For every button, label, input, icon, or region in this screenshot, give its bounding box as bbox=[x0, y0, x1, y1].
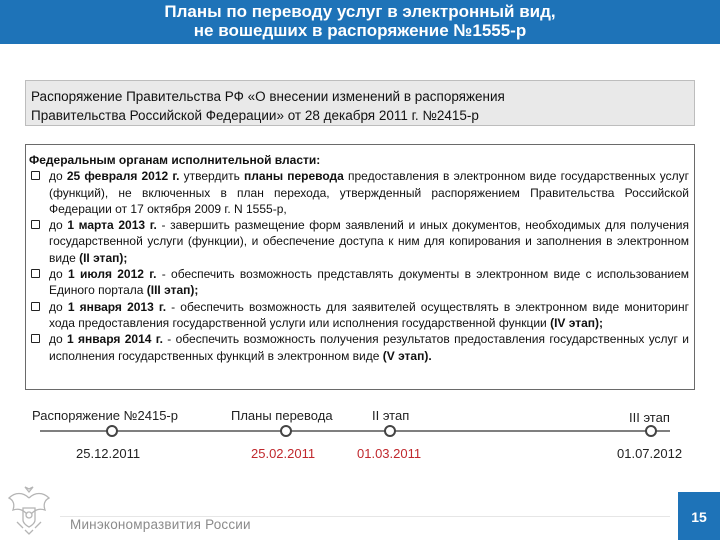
item-stage: (II этап); bbox=[79, 250, 128, 265]
checkbox-bullet-icon bbox=[31, 334, 40, 343]
timeline-date-stage-3: 01.07.2012 bbox=[617, 446, 683, 461]
item-text: предоставления в электронном виде государственных услуг (функций), не включенных в план перехода, утвержденный распоряжением Правительства Российской Федерации от 17 октября 2009 г. N 1555-р, bbox=[49, 169, 689, 216]
item-key-phrase: планы перевода bbox=[244, 169, 344, 184]
checkbox-bullet-icon bbox=[31, 269, 40, 278]
slide-title-bar bbox=[0, 0, 720, 44]
checkbox-bullet-icon bbox=[31, 220, 40, 229]
checkbox-bullet-icon bbox=[31, 171, 40, 180]
item-prefix: до bbox=[49, 332, 68, 347]
item-text: - обеспечить возможность для заявителей осуществлять в электронном виде мониторинг хода предоставления государственной услуги или исполнения государственной функции bbox=[49, 299, 689, 330]
timeline-marker-stage-3 bbox=[645, 425, 657, 437]
item-text: - завершить размещение форм заявлений и иных документов, необходимых для получения государственной услуги (функции), и обеспечение доступа к ним для копирования и заполнения в электронном виде bbox=[49, 218, 689, 265]
timeline-marker-decree bbox=[106, 425, 118, 437]
item-deadline: 1 января 2014 г. bbox=[67, 332, 163, 347]
directive-item bbox=[29, 331, 689, 364]
item-prefix: до bbox=[49, 169, 67, 184]
item-deadline: 25 февраля 2012 г. bbox=[66, 169, 180, 184]
item-mid: утвердить bbox=[179, 169, 245, 184]
item-stage: (III этап); bbox=[146, 283, 199, 298]
timeline-date-plans: 25.02.2011 bbox=[251, 446, 316, 461]
directive-box bbox=[25, 144, 695, 390]
timeline-date-stage-2: 01.03.2011 bbox=[357, 446, 422, 461]
checkbox-bullet-icon bbox=[31, 302, 40, 311]
item-text: - обеспечить возможность получения результатов предоставления государственных услуг и исполнения государственных функций в электронном виде bbox=[49, 332, 689, 363]
timeline-label-stage-2: II этап bbox=[372, 408, 410, 423]
timeline-date-decree: 25.12.2011 bbox=[76, 446, 141, 461]
page-number-badge: 15 bbox=[678, 492, 720, 540]
item-stage: (IV этап); bbox=[550, 315, 604, 330]
directive-heading: Федеральным органам исполнительной власти: bbox=[29, 153, 321, 167]
directive-item bbox=[29, 217, 689, 266]
item-deadline: 1 января 2013 г. bbox=[67, 299, 167, 314]
directive-item bbox=[29, 299, 689, 332]
decree-text-line-1: Распоряжение Правительства РФ «О внесении изменений в распоряжения bbox=[31, 89, 505, 104]
timeline-label-stage-3: III этап bbox=[629, 410, 670, 425]
timeline-axis bbox=[40, 430, 670, 432]
slide-title-line-2: не вошедших в распоряжение №1555-р bbox=[193, 21, 527, 40]
item-deadline: 1 июля 2012 г. bbox=[68, 267, 157, 282]
coat-of-arms-icon bbox=[5, 484, 53, 536]
item-prefix: до bbox=[49, 218, 68, 233]
timeline-label-plans: Планы перевода bbox=[231, 408, 333, 423]
item-prefix: до bbox=[49, 267, 68, 282]
decree-box bbox=[25, 80, 695, 126]
item-deadline: 1 марта 2013 г. bbox=[67, 218, 157, 233]
footer-ministry-name: Минэкономразвития России bbox=[70, 517, 251, 532]
directive-item bbox=[29, 266, 689, 299]
decree-text-line-2: Правительства Российской Федерации» от 28 декабря 2011 г. №2415-р bbox=[31, 108, 479, 123]
timeline-label-decree: Распоряжение №2415-р bbox=[32, 408, 178, 423]
timeline-marker-stage-2 bbox=[384, 425, 396, 437]
item-text: - обеспечить возможность представлять документы в электронном виде с использованием Единого портала bbox=[49, 267, 689, 298]
timeline-marker-plans bbox=[280, 425, 292, 437]
item-prefix: до bbox=[49, 299, 68, 314]
slide-title-line-1: Планы по переводу услуг в электронный вид, bbox=[164, 2, 556, 21]
directive-list bbox=[29, 168, 689, 364]
item-stage: (V этап). bbox=[382, 348, 432, 363]
directive-item bbox=[29, 168, 689, 217]
